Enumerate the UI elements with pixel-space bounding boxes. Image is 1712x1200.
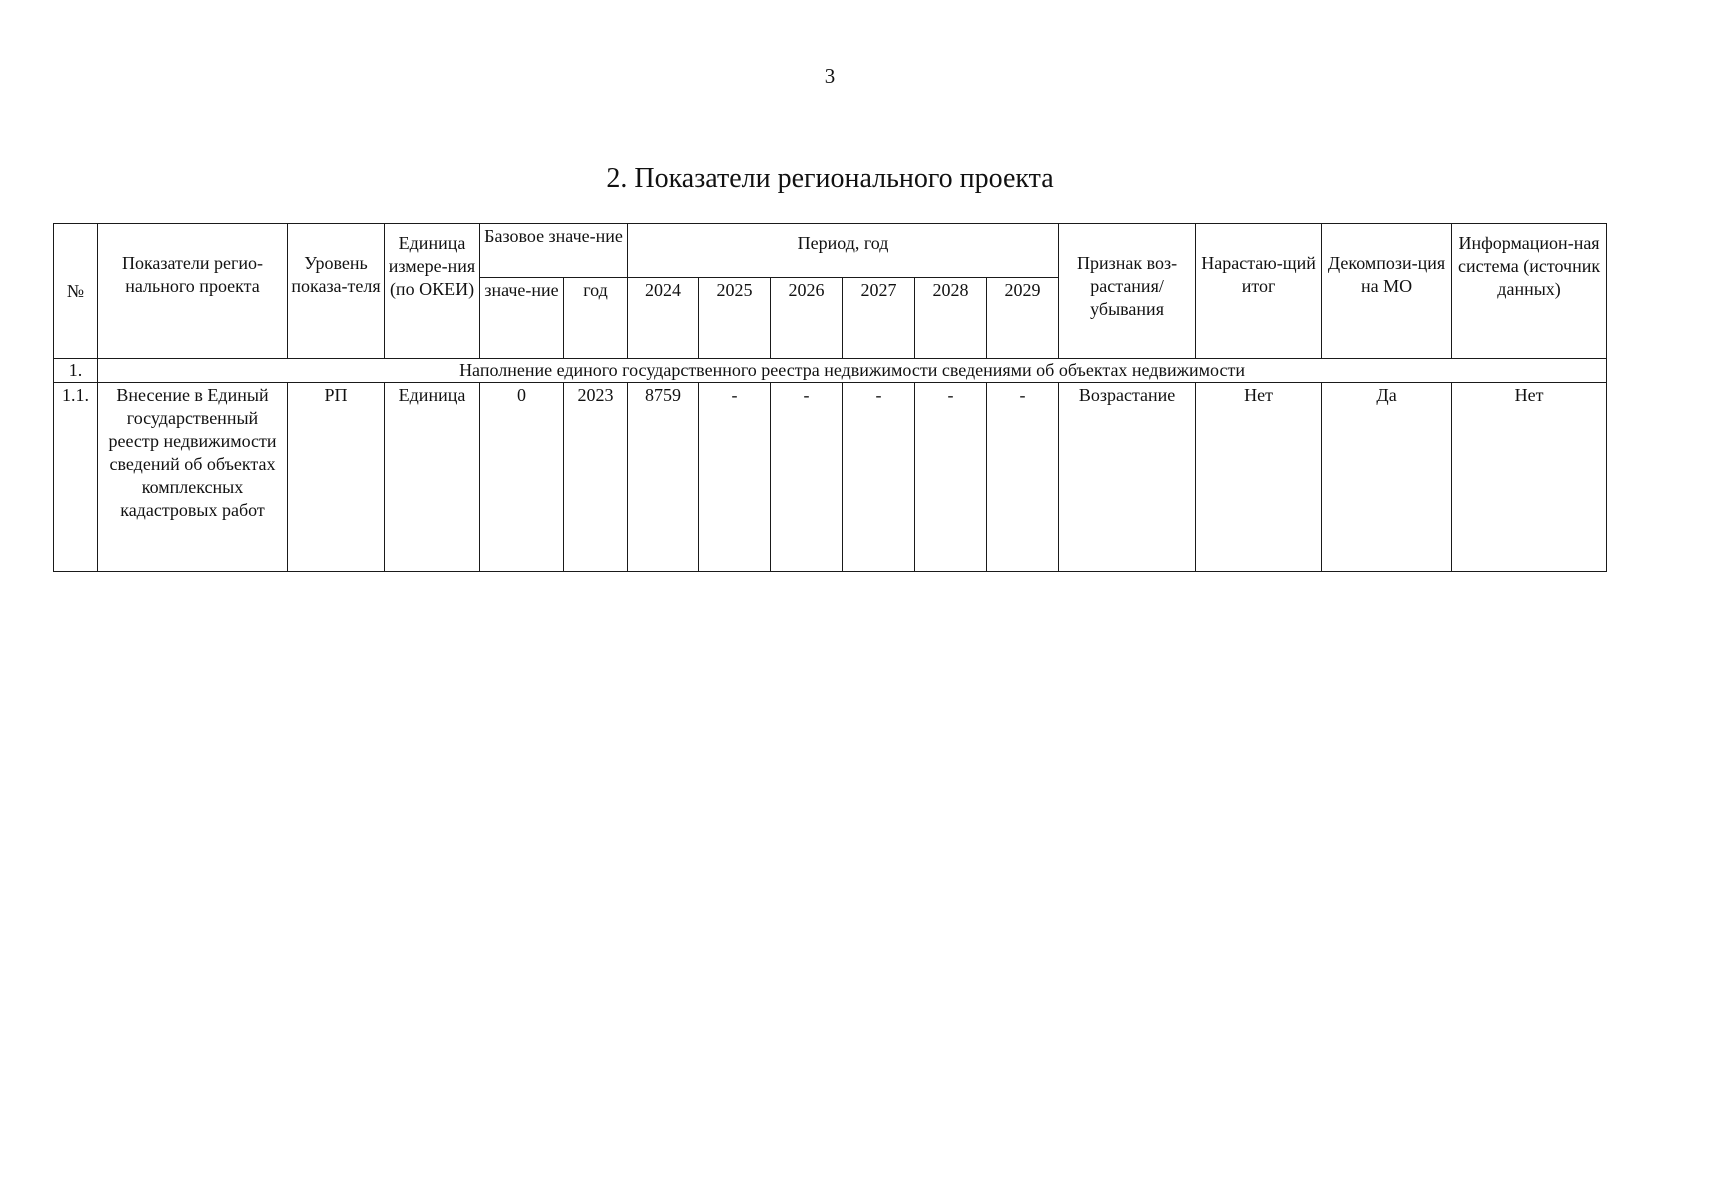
row-cumulative: Нет [1196,383,1322,572]
section-title-cell: Наполнение единого государственного реестра недвижимости сведениями об объектах недвижимости [98,359,1607,383]
header-cumulative: Нарастаю-щий итог [1196,224,1322,359]
page-number: 3 [824,64,836,88]
header-period-group: Период, год [628,224,1059,278]
header-year-2027: 2027 [843,278,915,359]
header-year-2026: 2026 [771,278,843,359]
row-value-2027: - [843,383,915,572]
header-decomposition: Декомпози-ция на МО [1322,224,1452,359]
table-section-row [54,359,1607,383]
section-title: 2. Показатели регионального проекта [606,163,1054,194]
row-unit: Единица [385,383,480,572]
header-year-2025: 2025 [699,278,771,359]
row-decomposition: Да [1322,383,1452,572]
header-base-group: Базовое значе-ние [480,224,628,278]
row-trend: Возрастание [1059,383,1196,572]
table-row [54,383,1607,572]
header-base-year: год [564,278,628,359]
section-num: 1. [54,359,98,383]
header-indicator: Показатели регио-нального проекта [98,224,288,359]
header-base-value: значе-ние [480,278,564,359]
row-value-2024: 8759 [628,383,699,572]
header-year-2029: 2029 [987,278,1059,359]
header-num: № [54,224,98,359]
row-indicator: Внесение в Единый государственный реестр недвижимости сведений об объектах комплексных кадастровых работ [98,383,288,572]
header-info-system: Информацион-ная система (источник данных) [1452,224,1607,359]
indicators-table [53,223,1607,572]
row-base-value: 0 [480,383,564,572]
row-info-system: Нет [1452,383,1607,572]
header-level: Уровень показа-теля [288,224,385,359]
header-year-2024: 2024 [628,278,699,359]
row-base-year: 2023 [564,383,628,572]
row-num: 1.1. [54,383,98,572]
row-value-2026: - [771,383,843,572]
header-year-2028: 2028 [915,278,987,359]
row-value-2029: - [987,383,1059,572]
header-trend: Признак воз-растания/ убывания [1059,224,1196,359]
header-unit: Единица измере-ния (по ОКЕИ) [385,224,480,359]
row-value-2028: - [915,383,987,572]
row-level: РП [288,383,385,572]
row-value-2025: - [699,383,771,572]
